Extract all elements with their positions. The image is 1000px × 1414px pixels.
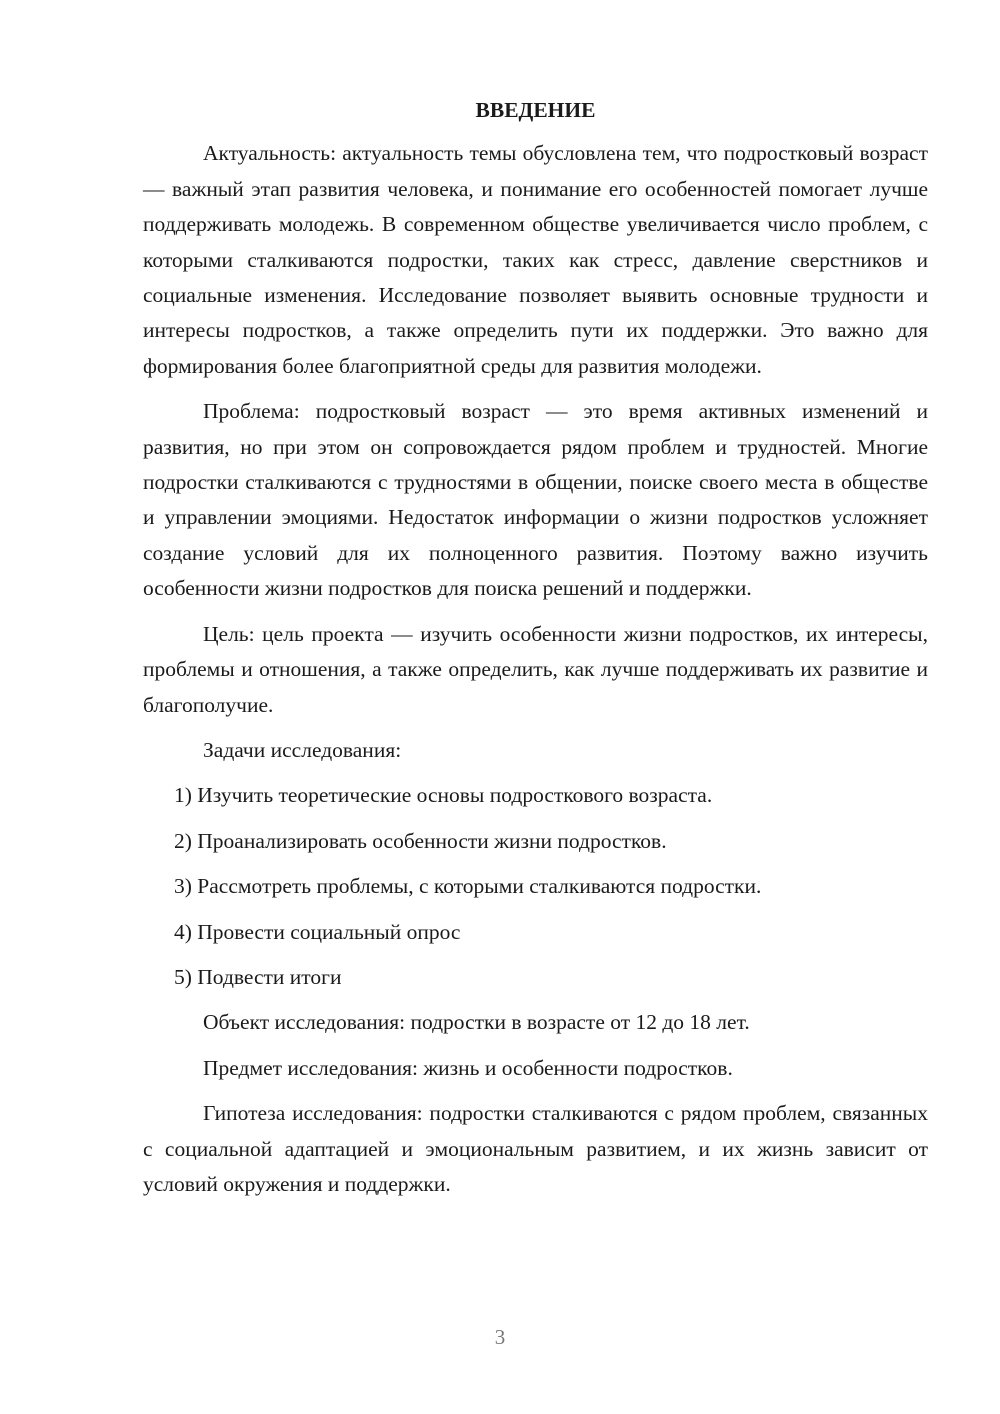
tasks-title: Задачи исследования: [203,737,402,762]
task-item: 3) Рассмотреть проблемы, с которыми сталкиваются подростки. [174,874,762,899]
subject-paragraph: Предмет исследования: жизнь и особенности подростков. [203,1055,733,1080]
hypothesis-paragraph: Гипотеза исследования: подростки сталкиваются с рядом проблем, связанных с социальной адаптацией и эмоциональным развитием, и их жизнь зависит от условий окружения и поддержки. [143,1101,928,1196]
section-heading: ВВЕДЕНИЕ [475,98,596,122]
task-item: 2) Проанализировать особенности жизни подростков. [174,828,667,853]
problem-paragraph: Проблема: подростковый возраст — это время активных изменений и развития, но при этом он сопровождается рядом проблем и трудностей. Многие подростки сталкиваются с трудностями в общении, поиске своего места в обществе и управлении эмоциями. Недостаток информации о жизни подростков усложняет создание условий для их полноценного развития. Поэтому важно изучить особенности жизни подростков для поиска решений и поддержки. [143,399,928,601]
relevance-paragraph: Актуальность: актуальность темы обусловлена тем, что подростковый возраст — важный этап развития человека, и понимание его особенностей помогает лучше поддерживать молодежь. В современном обществе увеличивается число проблем, с которыми сталкиваются подростки, таких как стресс, давление сверстников и социальные изменения. Исследование позволяет выявить основные трудности и интересы подростков, а также определить пути их поддержки. Это важно для формирования более благоприятной среды для развития молодежи. [143,141,928,378]
page-number: 3 [494,1325,506,1349]
page-content [143,93,928,1212]
goal-paragraph: Цель: цель проекта — изучить особенности жизни подростков, их интересы, проблемы и отношения, а также определить, как лучше поддерживать их развитие и благополучие. [143,621,928,717]
task-item: 1) Изучить теоретические основы подросткового возраста. [174,783,713,808]
task-item: 5) Подвести итоги [174,964,342,989]
task-item: 4) Провести социальный опрос [174,919,461,944]
tasks-list [143,778,928,995]
object-paragraph: Объект исследования: подростки в возрасте от 12 до 18 лет. [203,1010,750,1035]
